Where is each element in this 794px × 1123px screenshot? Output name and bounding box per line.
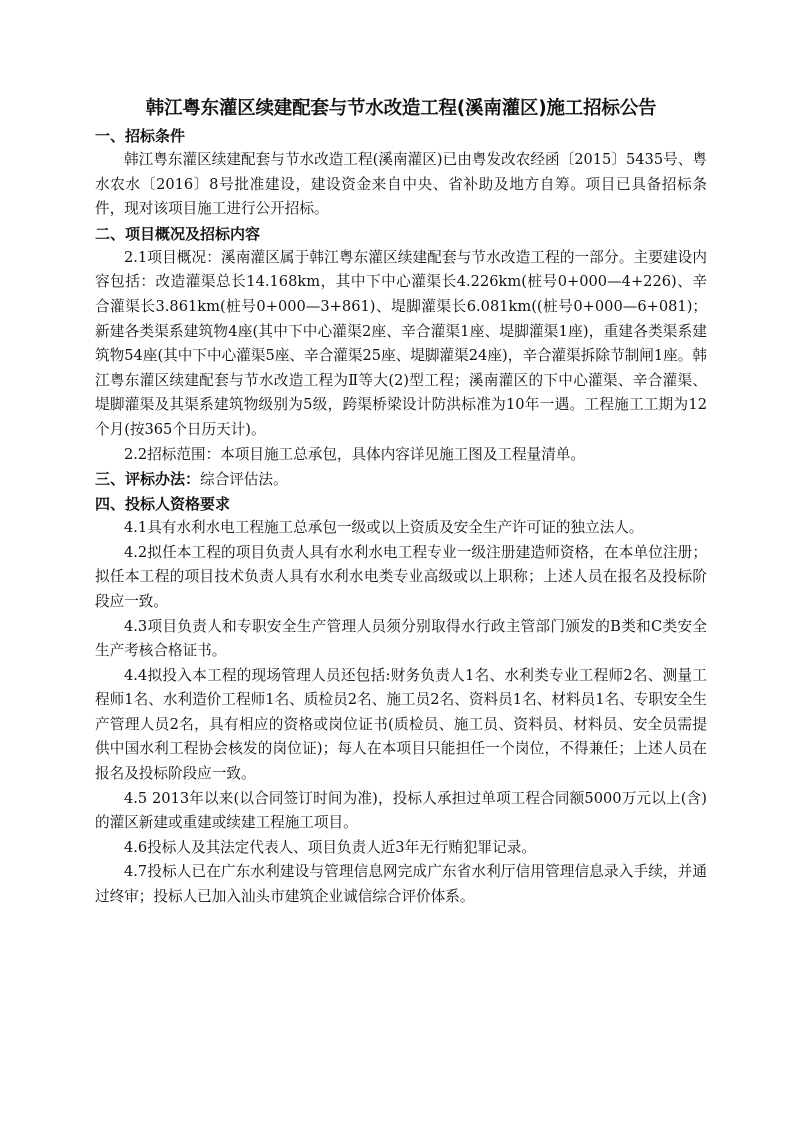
paragraph-2-1: 2.1项目概况：溪南灌区属于韩江粤东灌区续建配套与节水改造工程的一部分。主要建设内容包括：改造灌渠总长14.168km，其中下中心灌渠长4.226km(桩号0+000—4+226)、辛合灌渠长3.861km(桩号0+000—3+861)、堤脚灌渠长6.081km((桩号0+000—6+081)；新建各类渠系建筑物4座(其中下中心灌渠2座、辛合灌渠1座、堤脚灌渠1座)，重建各类渠系建筑物54座(其中下中心灌渠5座、辛合灌渠25座、堤脚灌渠24座)，辛合灌渠拆除节制闸1座。韩江粤东灌区续建配套与节水改造工程为Ⅱ等大(2)型工程；溪南灌区的下中心灌渠、辛合灌渠、堤脚灌渠及其渠系建筑物级别为5级，跨渠桥梁设计防洪标准为10年一遇。工程施工工期为12个月(按365个日历天计)。	[95, 248, 707, 438]
paragraph-4-4: 4.4拟投入本工程的现场管理人员还包括:财务负责人1名、水利类专业工程师2名、测量工程师1名、水利造价工程师1名、质检员2名、施工员2名、资料员1名、材料员1名、专职安全生产管理人员2名，具有相应的资格或岗位证书(质检员、施工员、资料员、材料员、安全员需提供中国水利工程协会核发的岗位证)；每人在本项目只能担任一个岗位，不得兼任；上述人员在报名及投标阶段应一致。	[95, 666, 707, 783]
document-page	[95, 96, 707, 910]
section-heading-4: 四、投标人资格要求	[95, 495, 231, 514]
section-heading-3-label: 三、评标办法：	[95, 470, 201, 489]
paragraph-4-1: 4.1具有水利水电工程施工总承包一级或以上资质及安全生产许可证的独立法人。	[124, 519, 644, 537]
section-heading-2: 二、项目概况及招标内容	[95, 224, 261, 243]
paragraph-4-3: 4.3项目负责人和专职安全生产管理人员须分别取得水行政主管部门颁发的B类和C类安全生产考核合格证书。	[95, 617, 707, 660]
document-title: 韩江粤东灌区续建配套与节水改造工程(溪南灌区)施工招标公告	[145, 98, 657, 119]
paragraph-1-1: 韩江粤东灌区续建配套与节水改造工程(溪南灌区)已由粤发改农经函〔2015〕5435号、粤水农水〔2016〕8号批准建设，建设资金来自中央、省补助及地方自筹。项目已具备招标条件，现对该项目施工进行公开招标。	[95, 151, 707, 218]
section-heading-3-text: 综合评估法。	[200, 471, 288, 489]
paragraph-4-6: 4.6投标人及其法定代表人、项目负责人近3年无行贿犯罪记录。	[124, 838, 536, 856]
section-heading-3	[95, 467, 707, 492]
section-heading-1: 一、招标条件	[95, 127, 186, 145]
paragraph-4-5: 4.5 2013年以来(以合同签订时间为准)，投标人承担过单项工程合同额5000万元以上(含)的灌区新建或重建或续建工程施工项目。	[95, 789, 707, 832]
paragraph-4-2: 4.2拟任本工程的项目负责人具有水利水电工程专业一级注册建造师资格，在本单位注册；拟任本工程的项目技术负责人具有水利水电类专业高级或以上职称；上述人员在报名及投标阶段应一致。	[95, 543, 707, 610]
paragraph-4-7: 4.7投标人已在广东水利建设与管理信息网完成广东省水利厅信用管理信息录入手续，并通过终审；投标人已加入汕头市建筑企业诚信综合评价体系。	[95, 863, 707, 906]
paragraph-2-2: 2.2招标范围：本项目施工总承包，具体内容详见施工图及工程量清单。	[124, 445, 586, 463]
